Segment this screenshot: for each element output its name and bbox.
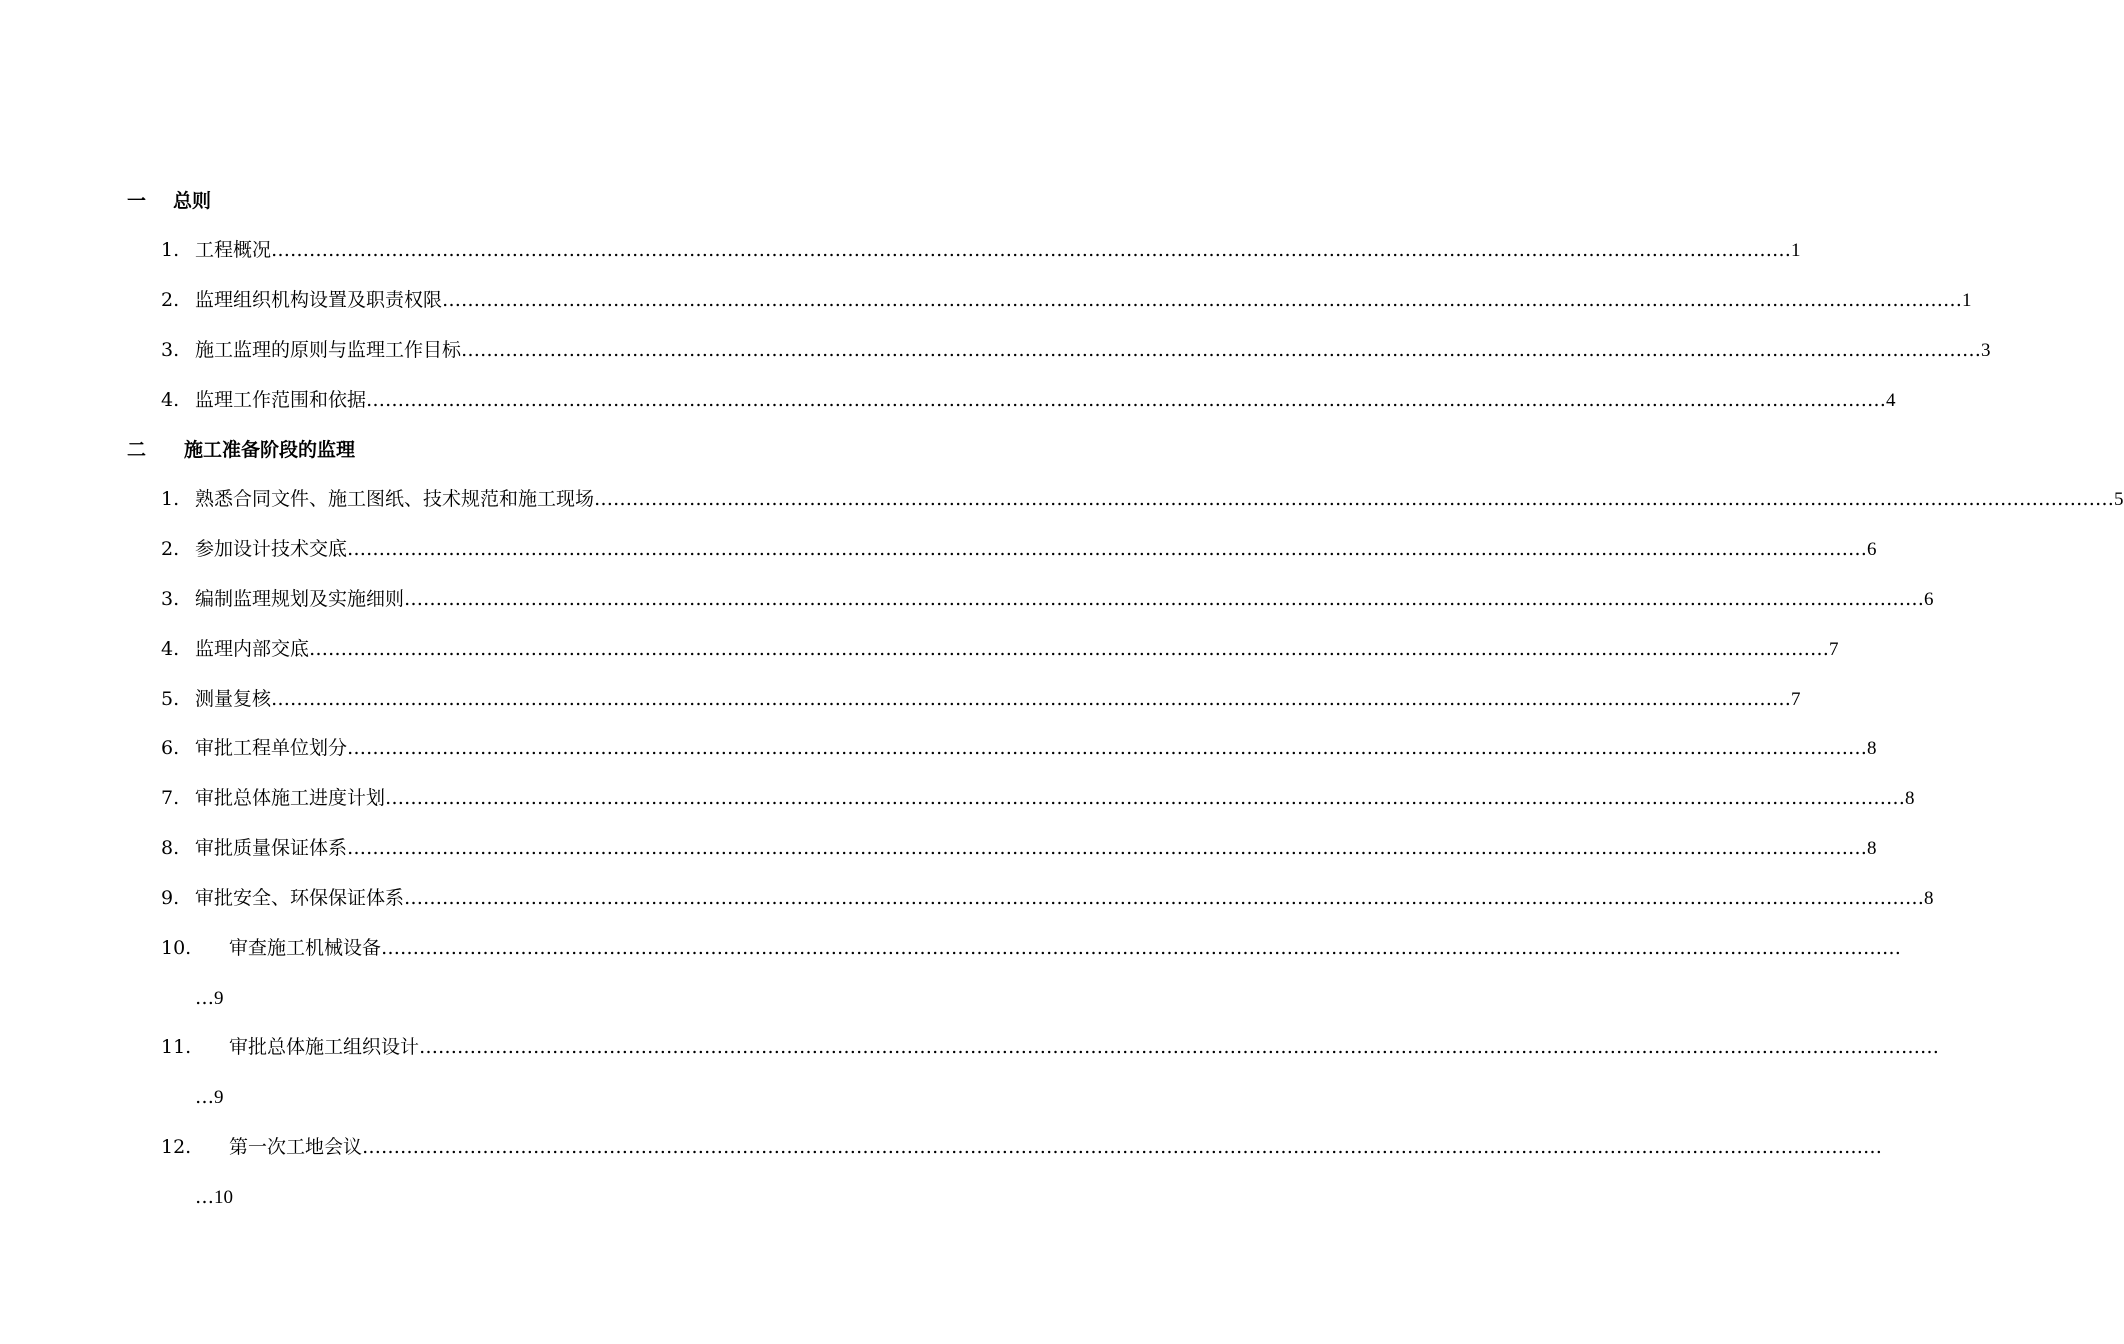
- entry-page-number: 7: [1829, 639, 1839, 660]
- entry-title: 监理组织机构设置及职责权限: [195, 289, 443, 311]
- entry-page-number: 8: [1867, 838, 1877, 859]
- toc-entry[interactable]: [161, 337, 1991, 363]
- dot-leader: ……………………………………………………………………………………………………………………………………………………………………………………………………………………: [271, 688, 1792, 710]
- dot-leader: ……………………………………………………………………………………………………………………………………………………………………………………………………………………: [385, 787, 1906, 809]
- toc-entry[interactable]: [161, 885, 1934, 911]
- dot-leader: ……………………………………………………………………………………………………………………………………………………………………………………………………………………: [381, 937, 1902, 959]
- dot-leader: ……………………………………………………………………………………………………………………………………………………………………………………………………………………: [419, 1036, 1940, 1058]
- entry-number: 4.: [161, 389, 180, 411]
- dot-leader: ……………………………………………………………………………………………………………………………………………………………………………………………………………………: [461, 339, 1982, 361]
- entry-title: 审查施工机械设备: [229, 937, 382, 959]
- toc-entry-continuation: [195, 985, 224, 1012]
- dot-leader: ……………………………………………………………………………………………………………………………………………………………………………………………………………………: [309, 638, 1830, 660]
- toc-entry[interactable]: [161, 287, 1972, 313]
- toc-entry[interactable]: [161, 686, 1801, 712]
- section-title: 总则: [173, 190, 212, 212]
- entry-page-number: 9: [214, 988, 224, 1009]
- entry-number: 12.: [161, 1136, 192, 1158]
- entry-page-number: 5: [2114, 489, 2124, 510]
- entry-page-number: 8: [1867, 738, 1877, 759]
- entry-title: 第一次工地会议: [229, 1136, 363, 1158]
- toc-entry[interactable]: [161, 486, 2124, 512]
- entry-number: 8.: [161, 837, 180, 859]
- section-heading: [127, 438, 355, 462]
- dot-leader-short: …: [195, 987, 214, 1009]
- toc-entry-continuation: [195, 1084, 224, 1111]
- entry-number: 4.: [161, 638, 180, 660]
- entry-page-number: 7: [1791, 689, 1801, 710]
- toc-entry-continuation: [195, 1184, 233, 1211]
- dot-leader: ……………………………………………………………………………………………………………………………………………………………………………………………………………………: [442, 289, 1963, 311]
- entry-title: 审批总体施工组织设计: [229, 1036, 420, 1058]
- dot-leader: ……………………………………………………………………………………………………………………………………………………………………………………………………………………: [366, 389, 1887, 411]
- toc-entry[interactable]: [161, 835, 1877, 861]
- entry-page-number: 10: [214, 1187, 233, 1208]
- dot-leader: ……………………………………………………………………………………………………………………………………………………………………………………………………………………: [347, 837, 1868, 859]
- entry-page-number: 6: [1867, 539, 1877, 560]
- entry-title: 监理工作范围和依据: [195, 389, 367, 411]
- entry-title: 审批工程单位划分: [195, 737, 348, 759]
- section-heading: [127, 189, 211, 213]
- entry-title: 施工监理的原则与监理工作目标: [195, 339, 462, 361]
- entry-page-number: 3: [1981, 340, 1991, 361]
- toc-entry[interactable]: [161, 636, 1839, 662]
- toc-entry[interactable]: [161, 536, 1877, 562]
- entry-title: 测量复核: [195, 688, 272, 710]
- entry-page-number: 8: [1924, 888, 1934, 909]
- toc-entry[interactable]: [161, 935, 1902, 961]
- entry-number: 6.: [161, 737, 180, 759]
- entry-page-number: 4: [1886, 390, 1896, 411]
- entry-number: 2.: [161, 538, 180, 560]
- toc-entry[interactable]: [161, 387, 1896, 413]
- toc-entry[interactable]: [161, 1134, 1883, 1160]
- section-title: 施工准备阶段的监理: [184, 439, 356, 461]
- toc-entry[interactable]: [161, 1034, 1940, 1060]
- toc-entry[interactable]: [161, 785, 1915, 811]
- entry-number: 7.: [161, 787, 180, 809]
- entry-number: 3.: [161, 588, 180, 610]
- entry-page-number: 9: [214, 1087, 224, 1108]
- entry-number: 1.: [161, 488, 180, 510]
- dot-leader: ……………………………………………………………………………………………………………………………………………………………………………………………………………………: [347, 538, 1868, 560]
- dot-leader: ……………………………………………………………………………………………………………………………………………………………………………………………………………………: [362, 1136, 1883, 1158]
- dot-leader-short: …: [195, 1186, 214, 1208]
- entry-number: 1.: [161, 239, 180, 261]
- dot-leader: ……………………………………………………………………………………………………………………………………………………………………………………………………………………: [404, 887, 1925, 909]
- entry-title: 编制监理规划及实施细则: [195, 588, 405, 610]
- entry-page-number: 1: [1962, 290, 1972, 311]
- entry-page-number: 8: [1905, 788, 1915, 809]
- toc-entry[interactable]: [161, 237, 1801, 263]
- toc-entry[interactable]: [161, 586, 1934, 612]
- entry-title: 审批安全、环保保证体系: [195, 887, 405, 909]
- entry-title: 监理内部交底: [195, 638, 310, 660]
- entry-number: 9.: [161, 887, 180, 909]
- entry-number: 3.: [161, 339, 180, 361]
- entry-number: 10.: [161, 937, 192, 959]
- dot-leader: ……………………………………………………………………………………………………………………………………………………………………………………………………………………: [404, 588, 1925, 610]
- entry-number: 2.: [161, 289, 180, 311]
- entry-title: 审批总体施工进度计划: [195, 787, 386, 809]
- section-number: 二: [127, 439, 147, 461]
- entry-page-number: 1: [1791, 240, 1801, 261]
- dot-leader: ……………………………………………………………………………………………………………………………………………………………………………………………………………………: [347, 737, 1868, 759]
- entry-title: 参加设计技术交底: [195, 538, 348, 560]
- entry-title: 工程概况: [195, 239, 272, 261]
- entry-number: 5.: [161, 688, 180, 710]
- entry-number: 11.: [161, 1036, 192, 1058]
- entry-title: 审批质量保证体系: [195, 837, 348, 859]
- dot-leader: ……………………………………………………………………………………………………………………………………………………………………………………………………………………: [271, 239, 1792, 261]
- dot-leader-short: …: [195, 1086, 214, 1108]
- entry-title: 熟悉合同文件、施工图纸、技术规范和施工现场: [195, 488, 595, 510]
- entry-page-number: 6: [1924, 589, 1934, 610]
- section-number: 一: [127, 190, 147, 212]
- dot-leader: ……………………………………………………………………………………………………………………………………………………………………………………………………………………: [594, 488, 2115, 510]
- toc-entry[interactable]: [161, 735, 1877, 761]
